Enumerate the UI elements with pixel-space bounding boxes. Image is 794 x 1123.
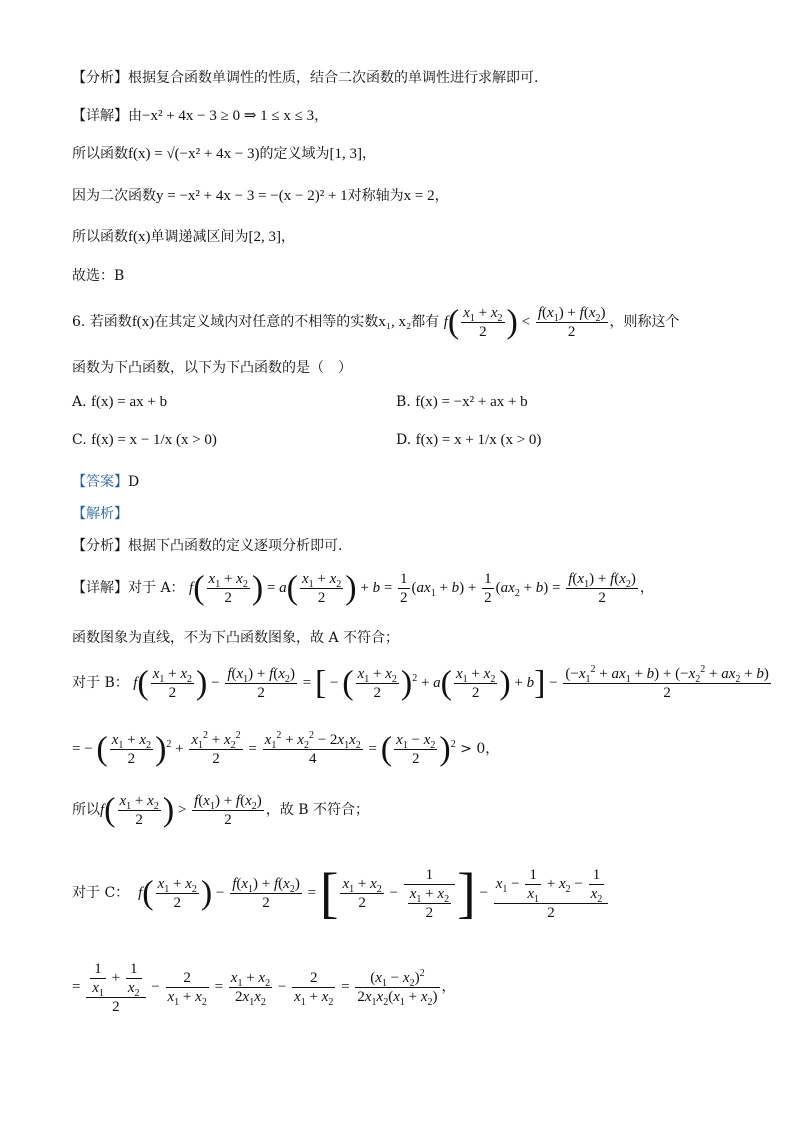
option-c: C. f(x) = x − 1/x (x > 0) <box>72 432 217 448</box>
detail-a: 【详解】对于 A： f( $\frac{x_1 + x_2}{2}$ ) = a( $\frac{x_1 + x_2}{2}$ ) + b = $\frac{1}{2}$ $(ax_1 + b)$ + $\frac{1}{2}$ $(ax_2 + b)$ = $\frac{f(x_1) + f(x_2)}{2}$ ， <box>72 569 654 607</box>
function-expr: f(x) = √(−x² + 4x − 3) <box>128 146 260 162</box>
question-6-line2: 函数为下凸函数，以下为下凸函数的是（ ） <box>72 360 352 376</box>
axis-line: 因为二次函数y = −x² + 4x − 3 = −(x − 2)² + 1对称轴为x = 2， <box>72 188 449 204</box>
detail-line-domain: 【详解】由−x² + 4x − 3 ≥ 0 ⇒ 1 ≤ x ≤ 3， <box>72 108 329 124</box>
detail-c: 对于 C： f( $\frac{x_1 + x_2}{2}$ ) − $\frac{f(x_1) + f(x_2)}{2}$ = [ $\frac{x_1 + x_2}{2}$ − $\frac{1}{\frac{x_1 + x_2}{2}}$ ] − $x_1$ − $\frac{1}{x_1}$ + $x_2$ − $\frac{1}{x_2}$ 2 <box>72 848 610 938</box>
detail-b-2: = − ( $\frac{x_1 + x_2}{2}$ )$^2$ + $\frac{x_1^2 + x_2^2}{2}$ = $\frac{x_1^2 + x_2^2 - 2x_1x_2}{4}$ = ( $\frac{x_1 - x_2}{2}$ )$^2$ > 0， <box>72 730 500 768</box>
option-d: D. f(x) = x + 1/x (x > 0) <box>396 432 542 448</box>
choice-line: 故选：B <box>72 268 125 284</box>
convex-inequality: f( $\frac{x_1 + x_2}{2}$ ) < $\frac{f(x_1) + f(x_2)}{2}$ <box>443 303 606 341</box>
detail-c-2: = $\frac{1}{x_1}$ + $\frac{1}{x_2}$ 2 − $\frac{2}{x_1 + x_2}$ = $\frac{x_1 + x_2}{2x_1x_2}$ − $\frac{2}{x_1 + x_2}$ = $\frac{(x_1 - x_2)^2}{2x_1x_2(x_1 + x_2)}$ ， <box>72 960 456 1015</box>
domain-line: 所以函数f(x) = √(−x² + 4x − 3)的定义域为[1, 3]， <box>72 146 377 162</box>
detail-a-conclusion: 函数图象为直线，不为下凸函数图象，故 A 不符合； <box>72 630 400 646</box>
option-b: B. f(x) = −x² + ax + b <box>396 394 528 410</box>
inequality-expr: −x² + 4x − 3 ≥ 0 ⇒ 1 ≤ x ≤ 3 <box>142 108 315 124</box>
analysis-line-2: 【分析】根据下凸函数的定义逐项分析即可. <box>72 538 343 554</box>
detail-b: 对于 B： f( $\frac{x_1 + x_2}{2}$ ) − $\frac{f(x_1) + f(x_2)}{2}$ = [ − ( $\frac{x_1 + x_2}{2}$ )$^2$ + a( $\frac{x_1 + x_2}{2}$ ) + b] − $\frac{(-x_1^2 + ax_1 + b) + (-x_2^2 + ax_2 + b)}{2}$ <box>72 664 769 702</box>
answer-value: D <box>128 474 140 490</box>
answer-line <box>72 472 139 492</box>
analysis-line: 【分析】根据复合函数单调性的性质，结合二次函数的单调性进行求解即可. <box>72 70 539 86</box>
analysis-tag: 【解析】 <box>72 506 128 522</box>
option-a: A. f(x) = ax + b <box>72 394 168 410</box>
decreasing-interval-line: 所以函数f(x)单调递减区间为[2, 3]， <box>72 229 295 245</box>
question-6: 6. 若函数f(x)在其定义域内对任意的不相等的实数x₁, x₂都有 f( $\frac{x_1 + x_2}{2}$ ) < $\frac{f(x_1) + f(x_2)}{2}$ ，则称这个 <box>72 303 680 341</box>
detail-b-3: 所以f( $\frac{x_1 + x_2}{2}$ ) > $\frac{f(x_1) + f(x_2)}{2}$ ，故 B 不符合； <box>72 791 369 829</box>
analysis-tag-line <box>72 504 128 524</box>
answer-tag: 【答案】 <box>72 474 128 490</box>
